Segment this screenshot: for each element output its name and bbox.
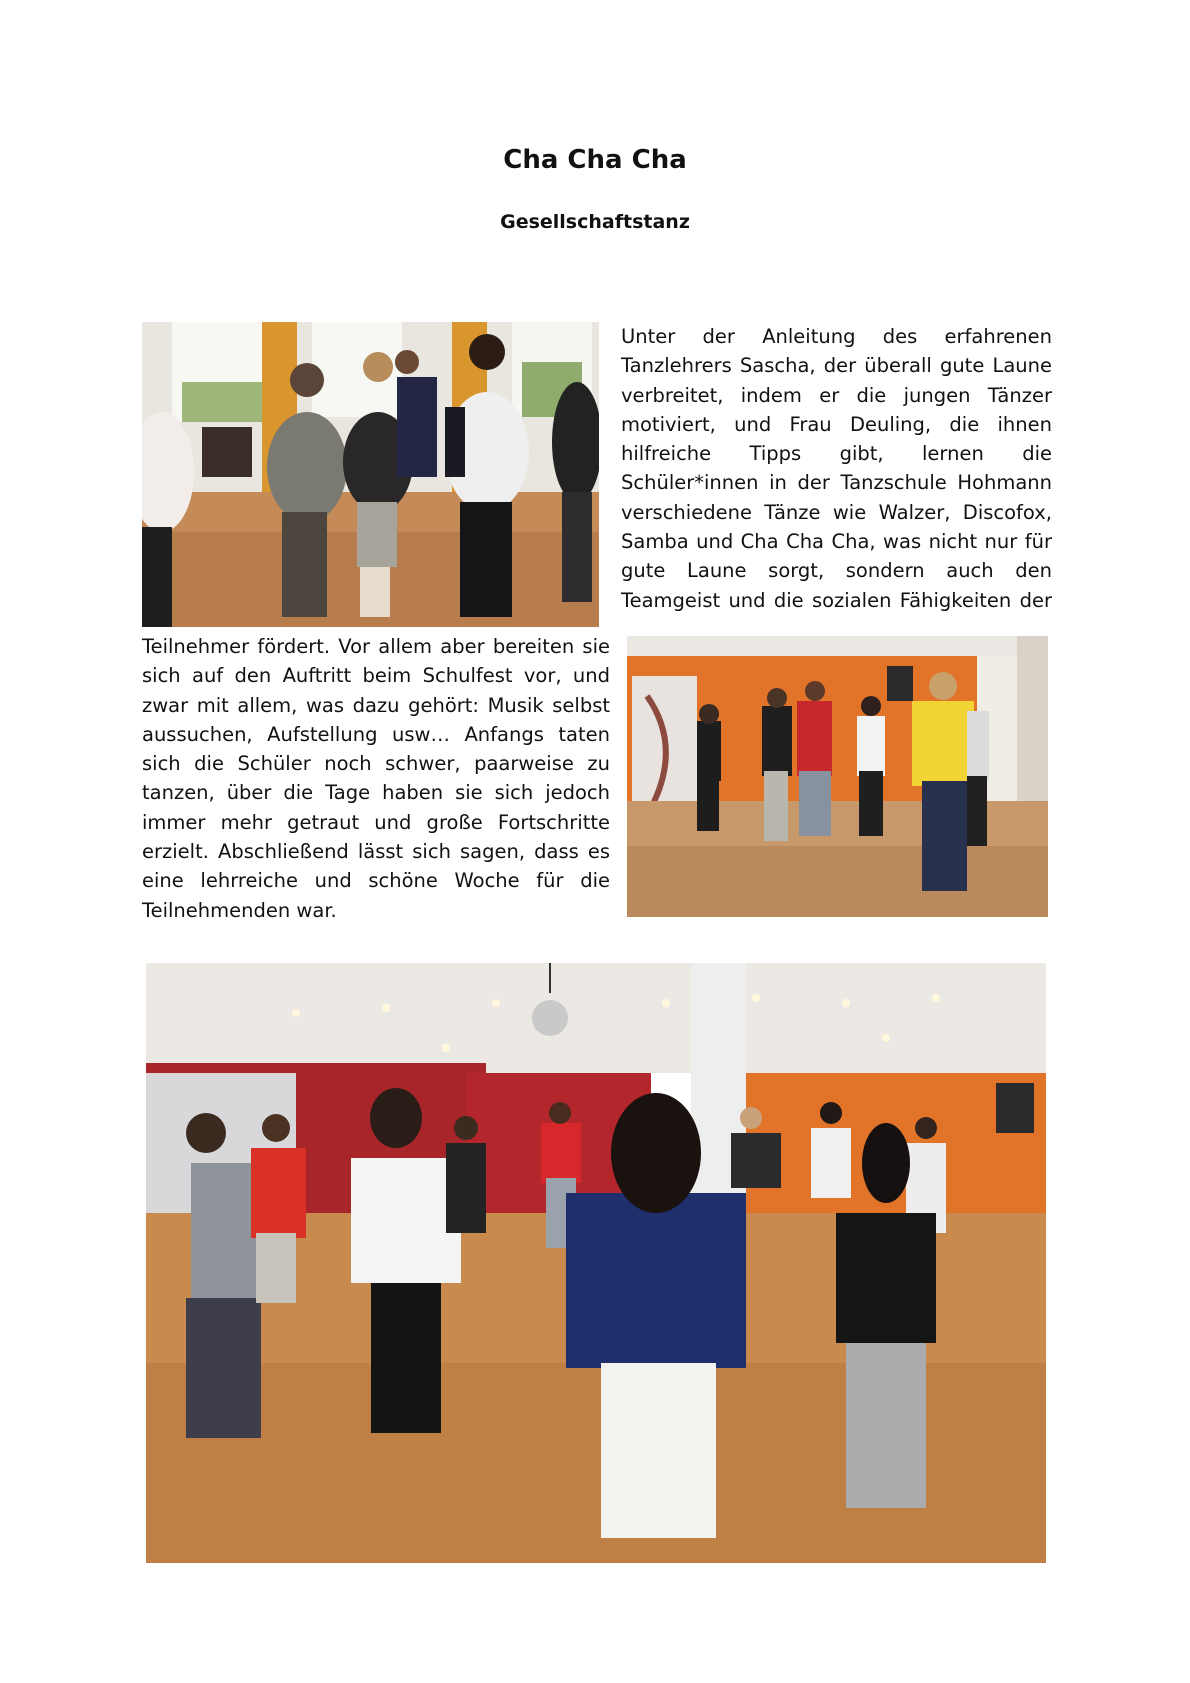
page-subtitle: Gesellschaftstanz xyxy=(500,211,690,233)
photo-dance-class-walking xyxy=(142,322,599,627)
article-paragraph-2: Teilnehmer fördert. Vor allem aber bereiten sie sich auf den Auftritt beim Schulfest vor, und zwar mit allem, was dazu gehört: Musik selbst aussuchen, Aufstellung usw… Anfangs taten sich die Schüler noch schwer, paarweise zu tanzen, über die Tage haben sie sich jedoch immer mehr getraut und große Fortschritte erzielt. Abschließend lässt sich sagen, dass es eine lehrreiche und schöne Woche für die Teilnehmenden war. xyxy=(142,635,610,922)
page-title: Cha Cha Cha xyxy=(503,145,687,175)
article-paragraph-1: Unter der Anleitung des erfahrenen Tanzlehrers Sascha, der überall gute Laune verbreitet, indem er die jungen Tänzer motiviert, und Frau Deuling, die ihnen hilfreiche Tipps gibt, lernen die Schüler*innen in der Tanzschule Hohmann verschiedene Tänze wie Walzer, Discofox, Samba und Cha Cha Cha, was nicht nur für gute Laune sorgt, sondern auch den Teamgeist und die sozialen Fähigkeiten der xyxy=(621,325,1052,612)
photo-circle-dance xyxy=(146,963,1046,1563)
photo-pairs-dancing xyxy=(627,636,1048,917)
